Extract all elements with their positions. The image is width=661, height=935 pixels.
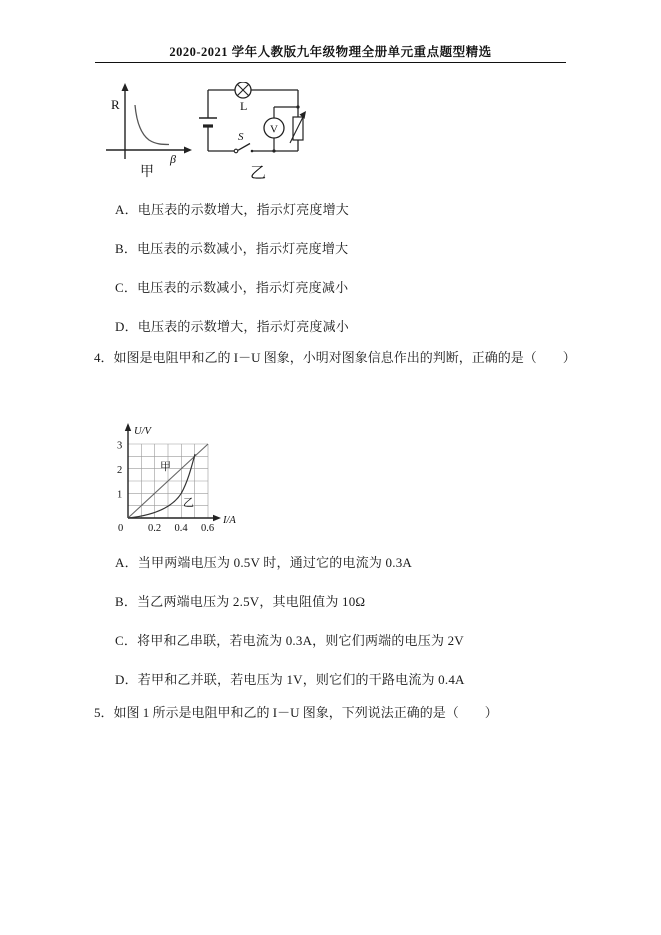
y-axis-title: U/V <box>134 426 151 437</box>
header-divider <box>95 62 566 63</box>
y-tick-1: 1 <box>117 489 123 501</box>
x-axis-title: I/A <box>223 515 236 526</box>
origin-tick-label: 0 <box>118 523 124 534</box>
figure-jia-caption: 甲 <box>140 165 154 180</box>
q3-option-c: C．电压表的示数减小，指示灯亮度减小 <box>115 280 349 295</box>
q5-stem: 5．如图 1 所示是电阻甲和乙的 I－U 图象，下列说法正确的是（ ） <box>94 705 498 720</box>
y-axis-arrow-icon <box>125 423 131 431</box>
x-tick-06: 0.6 <box>201 523 215 534</box>
y-axis-arrow-icon <box>122 83 129 91</box>
q3-option-d: D．电压表的示数增大，指示灯亮度减小 <box>115 319 349 334</box>
junction-dot <box>272 149 275 152</box>
q4-option-d: D．若甲和乙并联，若电压为 1V，则它们的干路电流为 0.4A <box>115 672 465 687</box>
q4-option-a: A．当甲两端电压为 0.5V 时，通过它的电流为 0.3A <box>115 555 412 570</box>
figure-yi-circuit <box>193 82 328 182</box>
lamp-icon <box>235 82 251 98</box>
figure-yi-caption: 乙 <box>250 165 267 182</box>
series-jia-label: 甲 <box>160 461 171 473</box>
x-axis-arrow-icon <box>184 147 192 154</box>
x-axis-arrow-icon <box>213 515 221 521</box>
y-tick-2: 2 <box>117 465 123 476</box>
r-beta-curve <box>135 105 169 145</box>
q4-option-c: C．将甲和乙串联，若电流为 0.3A，则它们两端的电压为 2V <box>115 633 464 648</box>
figure-jia-graph <box>103 80 195 180</box>
lamp-label: L <box>240 99 248 113</box>
q3-option-b: B．电压表的示数减小，指示灯亮度增大 <box>115 241 349 256</box>
switch-label: S <box>238 131 244 143</box>
y-tick-3: 3 <box>117 440 123 452</box>
battery-icon <box>199 118 217 126</box>
page-title: 2020-2021 学年人教版九年级物理全册单元重点题型精选 <box>169 45 492 59</box>
q4-stem: 4．如图是电阻甲和乙的 I－U 图象，小明对图象信息作出的判断，正确的是（ ） <box>94 350 576 365</box>
switch-icon <box>234 144 253 153</box>
beta-axis-label: β <box>170 152 176 166</box>
voltmeter-label: V <box>270 123 278 136</box>
q4-option-b: B．当乙两端电压为 2.5V，其电阻值为 10Ω <box>115 594 366 609</box>
x-tick-02: 0.2 <box>148 523 162 534</box>
r-axis-label: R <box>111 97 120 112</box>
x-tick-04: 0.4 <box>174 523 188 534</box>
q3-option-a: A．电压表的示数增大，指示灯亮度增大 <box>115 202 349 217</box>
series-yi-label: 乙 <box>183 497 194 509</box>
q4-iu-graph <box>110 420 245 535</box>
